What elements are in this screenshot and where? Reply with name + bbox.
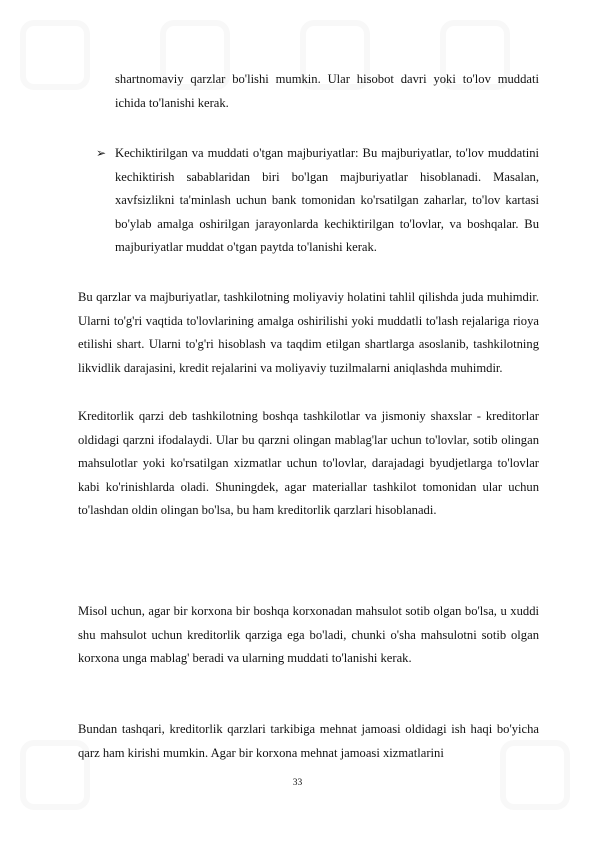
bullet-arrow-icon: ➢ bbox=[96, 146, 107, 160]
page-number: 33 bbox=[292, 778, 303, 788]
watermark-shape bbox=[20, 20, 90, 90]
body-paragraph: Misol uchun, agar bir korxona bir boshqa korxonadan mahsulot sotib olgan bo'lsa, u xuddi shu mahsulot uchun kreditorlik qarziga ega bo'ladi, chunki o'sha mahsulotni sotib olgan korxona unga mablag' beradi va ularning muddati to'lanishi kerak. bbox=[78, 604, 539, 666]
body-paragraph: Kreditorlik qarzi deb tashkilotning boshqa tashkilotlar va jismoniy shaxslar - kreditorlar oldidagi qarzni ifodalaydi. Ular bu qarzni olingan mablag'lar uchun to'lovlar, sotib olingan mahsulotlar yoki ko'rsatilgan xizmatlar uchun to'lovlar, darajadagi byudjetlarga to'lovlar kabi ko'rinishlarda oladi. Shuningdek, agar materiallar tashkilot tomonidan ular uchun to'lashdan oldin olingan bo'lsa, bu ham kreditorlik qarzlari hisoblanadi. bbox=[78, 409, 539, 518]
body-paragraph: Bu qarzlar va majburiyatlar, tashkilotning moliyaviy holatini tahlil qilishda juda muhimdir. Ularni to'g'ri vaqtida to'lovlarining amalga oshirilishi yoki muddatli to'lash rejalariga rioya etilishi shart. Ularni to'g'ri hisoblash va taqdim etilgan shartlarga asoslanib, tashkilotning likvidlik darajasini, kredit rejalarini va moliyaviy tuzilmalarni aniqlashda muhimdir. bbox=[78, 290, 539, 375]
body-paragraph: Bundan tashqari, kreditorlik qarzlari tarkibiga mehnat jamoasi oldidagi ish haqi bo'yicha qarz ham kirishi mumkin. Agar bir korxona mehnat jamoasi xizmatlarini bbox=[78, 722, 539, 760]
bullet-paragraph: Kechiktirilgan va muddati o'tgan majburiyatlar: Bu majburiyatlar, to'lov muddatini kechiktirish sabablaridan biri bo'lgan majburiyatlar hisoblanadi. Masalan, xavfsizlikni ta'minlash uchun bank tomonidan ko'rsatilgan zaharlar, to'lov kartasi bo'ylab amalga oshirilgan jarayonlarda kechiktirilgan to'lovlar, va boshqalar. Bu majburiyatlar muddat o'tgan paytda to'lanishi kerak. bbox=[115, 146, 539, 255]
paragraph-continued: shartnomaviy qarzlar bo'lishi mumkin. Ular hisobot davri yoki to'lov muddati ichida to'lanishi kerak. bbox=[115, 72, 539, 110]
